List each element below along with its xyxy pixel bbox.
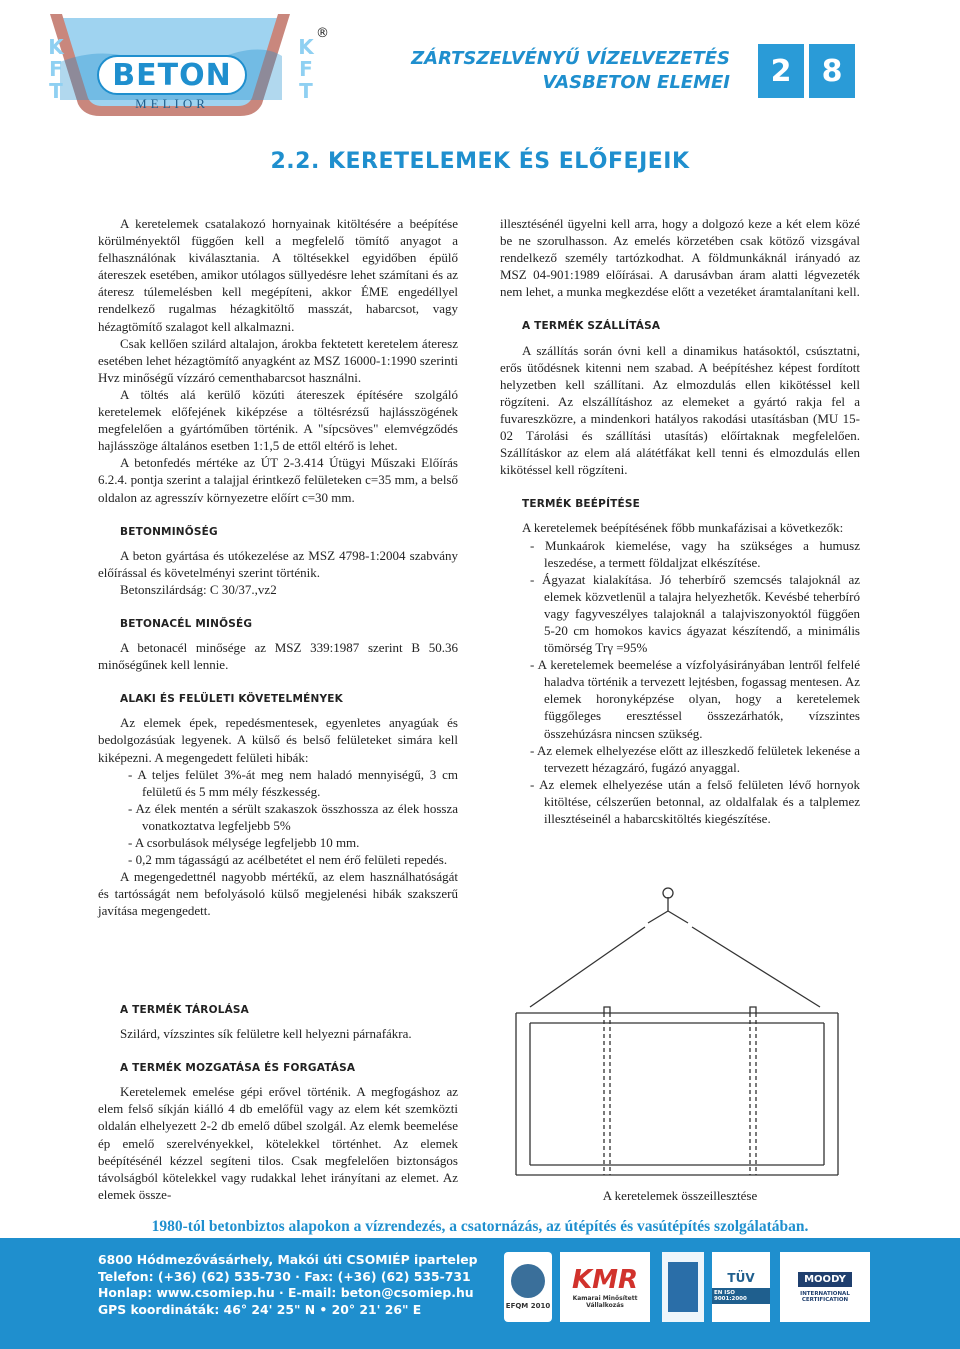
page-number-digit-2: 8 [809,44,855,98]
frame-joint-diagram [500,875,860,1205]
kft-letters-left: K F T [48,35,64,103]
footer-phone-line: Telefon: (+36) (62) 535-730 · Fax: (+36) (62) 535-731 [98,1268,471,1284]
list-item: - Ágyazat kialakítása. Jó teherbírő szemcsés talajoknál az elemek közvetlenül a talajra helyezhetők. Kevésbé teherbíró vagy fagyveszélyes talajoknál a talajviszonyoktól függően 5-20 cm homokos kavics ágyazat készítendő, a minimális tömörség Trγ =95% [530,571,860,656]
footer-web-line[interactable]: Honlap: www.csomiep.hu · E-mail: beton@csomiep.hu [98,1285,474,1300]
paragraph: A töltés alá kerülő közúti átereszek építésére szolgáló keretelemek előfejének kiképzése a töltésrézsű hajlásszögének megfelelően a gyártóműben történik. A "sípcsöves" elemvégződés hajlásszöge általános esetben 1:1,5 de ettől eltérő is lehet. [98,386,458,454]
footer-gps-line: GPS koordináták: 46° 24' 25" N • 20° 21' 26" E [98,1301,422,1317]
left-column [98,215,458,919]
logo-brand: BETON [112,58,232,93]
paragraph: A szállítás során óvni kell a dinamikus hatásoktól, csúsztatni, erős ütődésnek kitenni nem szabad. A beépítéshez képest fordított helyzetben kell szállítani. Az elmozdulás ellen kikötéssel kell rögzíteni. Az elszállításhoz az elemeket a gyártó rakja fel a fuvareszközre, a mindenkori hatályos rakodási utasításban (MU 15-02 Tárolási és szállítási utasítás) előírtaknak megfelelően. Szállításkor az elem alá alátétfákat kell tenni és elmozdulás ellen kikötéssel kell rögzíteni. [500,342,860,478]
heading-alaki: ALAKI ÉS FELÜLETI KÖVETELMÉNYEK [120,693,343,706]
footer-address [98,1252,477,1318]
list-item: - Az élek mentén a sérült szakaszok összhossza az élek hossza vonatkoztatva legfeljebb 5% [128,800,458,833]
kft-letters-right: K F T [298,35,314,103]
paragraph: A betonacél minősége az MSZ 339:1987 szerint B 50.36 minőségűnek kell lennie. [98,640,458,673]
list-item: - A keretelemek beemelése a vízfolyásirányában lentről felfelé haladva történik a tervezett lejtésben, fogassag mentesen. Az elemek horonyképzése olyan, hogy a keretelemek függőleges eresztéssel összezárhatók, vízszintes összehúzásra nincsen szükség. [530,657,860,741]
header-title-line1: ZÁRTSZELVÉNYŰ VÍZELVEZETÉS [411,48,730,69]
list-item: - Az elemek elhelyezése után a felső felületen lévő hornyok kitöltése, célszerűen betonnal, az oldalfalak és a talplemez illesztéseinél a habarcskitöltés kiegészítése. [530,776,860,826]
footer-slogan: 1980-tól betonbiztos alapokon a vízrendezés, a csatornázás, az útépítés és vasútépítés szolgálatában. [151,1218,809,1235]
paragraph: Szilárd, vízszintes sík felületre kell helyezni párnafákra. [120,1026,412,1042]
paragraph: Az elemek épek, repedésmentesek, egyenletes anyagúak és bedolgozásúak legyenek. A külső és belső felületeket simára kell kiképezni. A megengedett felületi hibák: [98,715,458,765]
paragraph: A beton gyártása és utókezelése az MSZ 4798-1:2004 szabvány előírással és követelményi szerint történik. [98,547,458,580]
logo-sub: MELIOR [135,96,209,111]
heading-tarolas: A TERMÉK TÁROLÁSA [120,1004,250,1016]
section-title: 2.2. KERETELEMEK ÉS ELŐFEJEIK [270,149,690,174]
header-title-line2: VASBETON ELEMEI [542,72,730,93]
heading-mozgatas: A TERMÉK MOZGATÁSA ÉS FORGATÁSA [120,1062,356,1075]
heading-betonacel: BETONACÉL MINŐSÉG [120,617,253,630]
paragraph: A megengedettnél nagyobb mértékű, az elem használhatóságát és tartósságát nem befolyásoló külső megjelenési hibák szakszerű javítása megengedett. [98,869,458,919]
list-item: - A csorbulások mélysége legfeljebb 10 mm. [128,835,360,850]
bottom-left-column [98,1002,458,1203]
efqm-icon [511,1264,545,1298]
paragraph: illesztésénél ügyelni kell arra, hogy a dolgozó keze a két elem közé be ne szorulhasson. Az emelés körzetében csak kötöző vizsgával rendelkező személy tartózkodhat. A földmunkáknál irányadó az MSZ 04-901:1989 előírásai. A darusávban áram alatti légvezeték nem lehet, a munka megkezdése előtt a vezetéket áramtalanítani kell. [500,216,860,300]
paragraph: A keretelemek beépítésének főbb munkafázisai a következők: [522,520,844,536]
paragraph: Betonszilárdság: C 30/37.,vz2 [120,581,277,597]
quality-badge [662,1252,704,1322]
heading-beepites: TERMÉK BEÉPÍTÉSE [522,498,641,511]
efqm-badge: EFQM 2010 [504,1252,552,1322]
paragraph: A keretelemek csatalakozó hornyainak kitöltésére a beépítése körülményektől függően kell a megfelelő tömítő anyagot a felhasználónak kiválasztania. A töltésekkel egyidőben épülő átereszek esetében, amikor utólagos süllyedésre lehet számítani és az áteresz túlemelésben kell megépíteni, akkor ÉME engedéllyel rendelkező rugalmas hézagkitöltő masszát, habarcsot, vagy hézagtömítő szalagot kell alkalmazni. [98,216,458,334]
paragraph: Keretelemek emelése gépi erővel történik. A megfogáshoz az elem felső síkján kiálló 4 db emelőfül vagy az elem két szemközti oldalán elhelyezett 2-2 db emelő dűbel szolgál. Az elemk beemelése ép emelő szerelvényekkel, kötelekkel történhet. Az elemek beépítésénél kézzel segíteni tilos. Csak megfelelően biztonságos távolságból kötelekkel vagy rudakkal lehet irányítani az elemet. Az elemek össze- [98,1084,458,1202]
kmr-badge: KMR Kamarai Minősített Vállalkozás [560,1252,650,1322]
quality-badge-icon [668,1262,698,1312]
registered-mark: ® [316,26,329,41]
heading-betonminoseg: BETONMINŐSÉG [120,525,218,538]
paragraph: Csak kellően szilárd altalajon, árokba fektetett keretelem áteresz esetében lehet hézagtömítő anyagként az MSZ 16000-1:1990 szerinti Hvz minőségű vízzáró cementhabarcsot használni. [98,335,458,385]
moody-badge: MOODY INTERNATIONAL CERTIFICATION [780,1252,870,1322]
footer-address-line: 6800 Hódmezővásárhely, Makói úti CSOMIÉP ipartelep [98,1252,478,1267]
list-item: - A teljes felület 3%-át meg nem haladó mennyiségű, 3 cm felületű és 5 mm mély fészkesség. [128,766,458,799]
paragraph: A betonfedés mértéke az ÚT 2-3.414 Útügyi Műszaki Előírás 6.2.4. pontja szerint a talajjal érintkező felületeken c=35 mm, a belső oldalon az agresszív környezetre előírt c=30 mm. [98,455,458,505]
lifting-hook-icon [663,888,673,898]
diagram-caption: A keretelemek összeillesztése [602,1188,758,1203]
list-item: - 0,2 mm tágasságú az acélbetétet el nem érő felületi repedés. [128,852,448,868]
list-item: - Az elemek elhelyezése előtt az illeszkedő felületek lekenése a tervezett hézagzáró, fugázó anyaggal. [530,742,860,775]
tuv-badge: TÜV EN ISO 9001:2000 [712,1252,770,1322]
list-item: - Munkaárok kiemelése, vagy ha szükséges a humusz leszedése, a termett földaljzat elkészítése. [530,537,860,570]
heading-szallitas: A TERMÉK SZÁLLÍTÁSA [522,320,661,333]
page-number-digit-1: 2 [758,44,804,98]
right-column [500,215,860,827]
